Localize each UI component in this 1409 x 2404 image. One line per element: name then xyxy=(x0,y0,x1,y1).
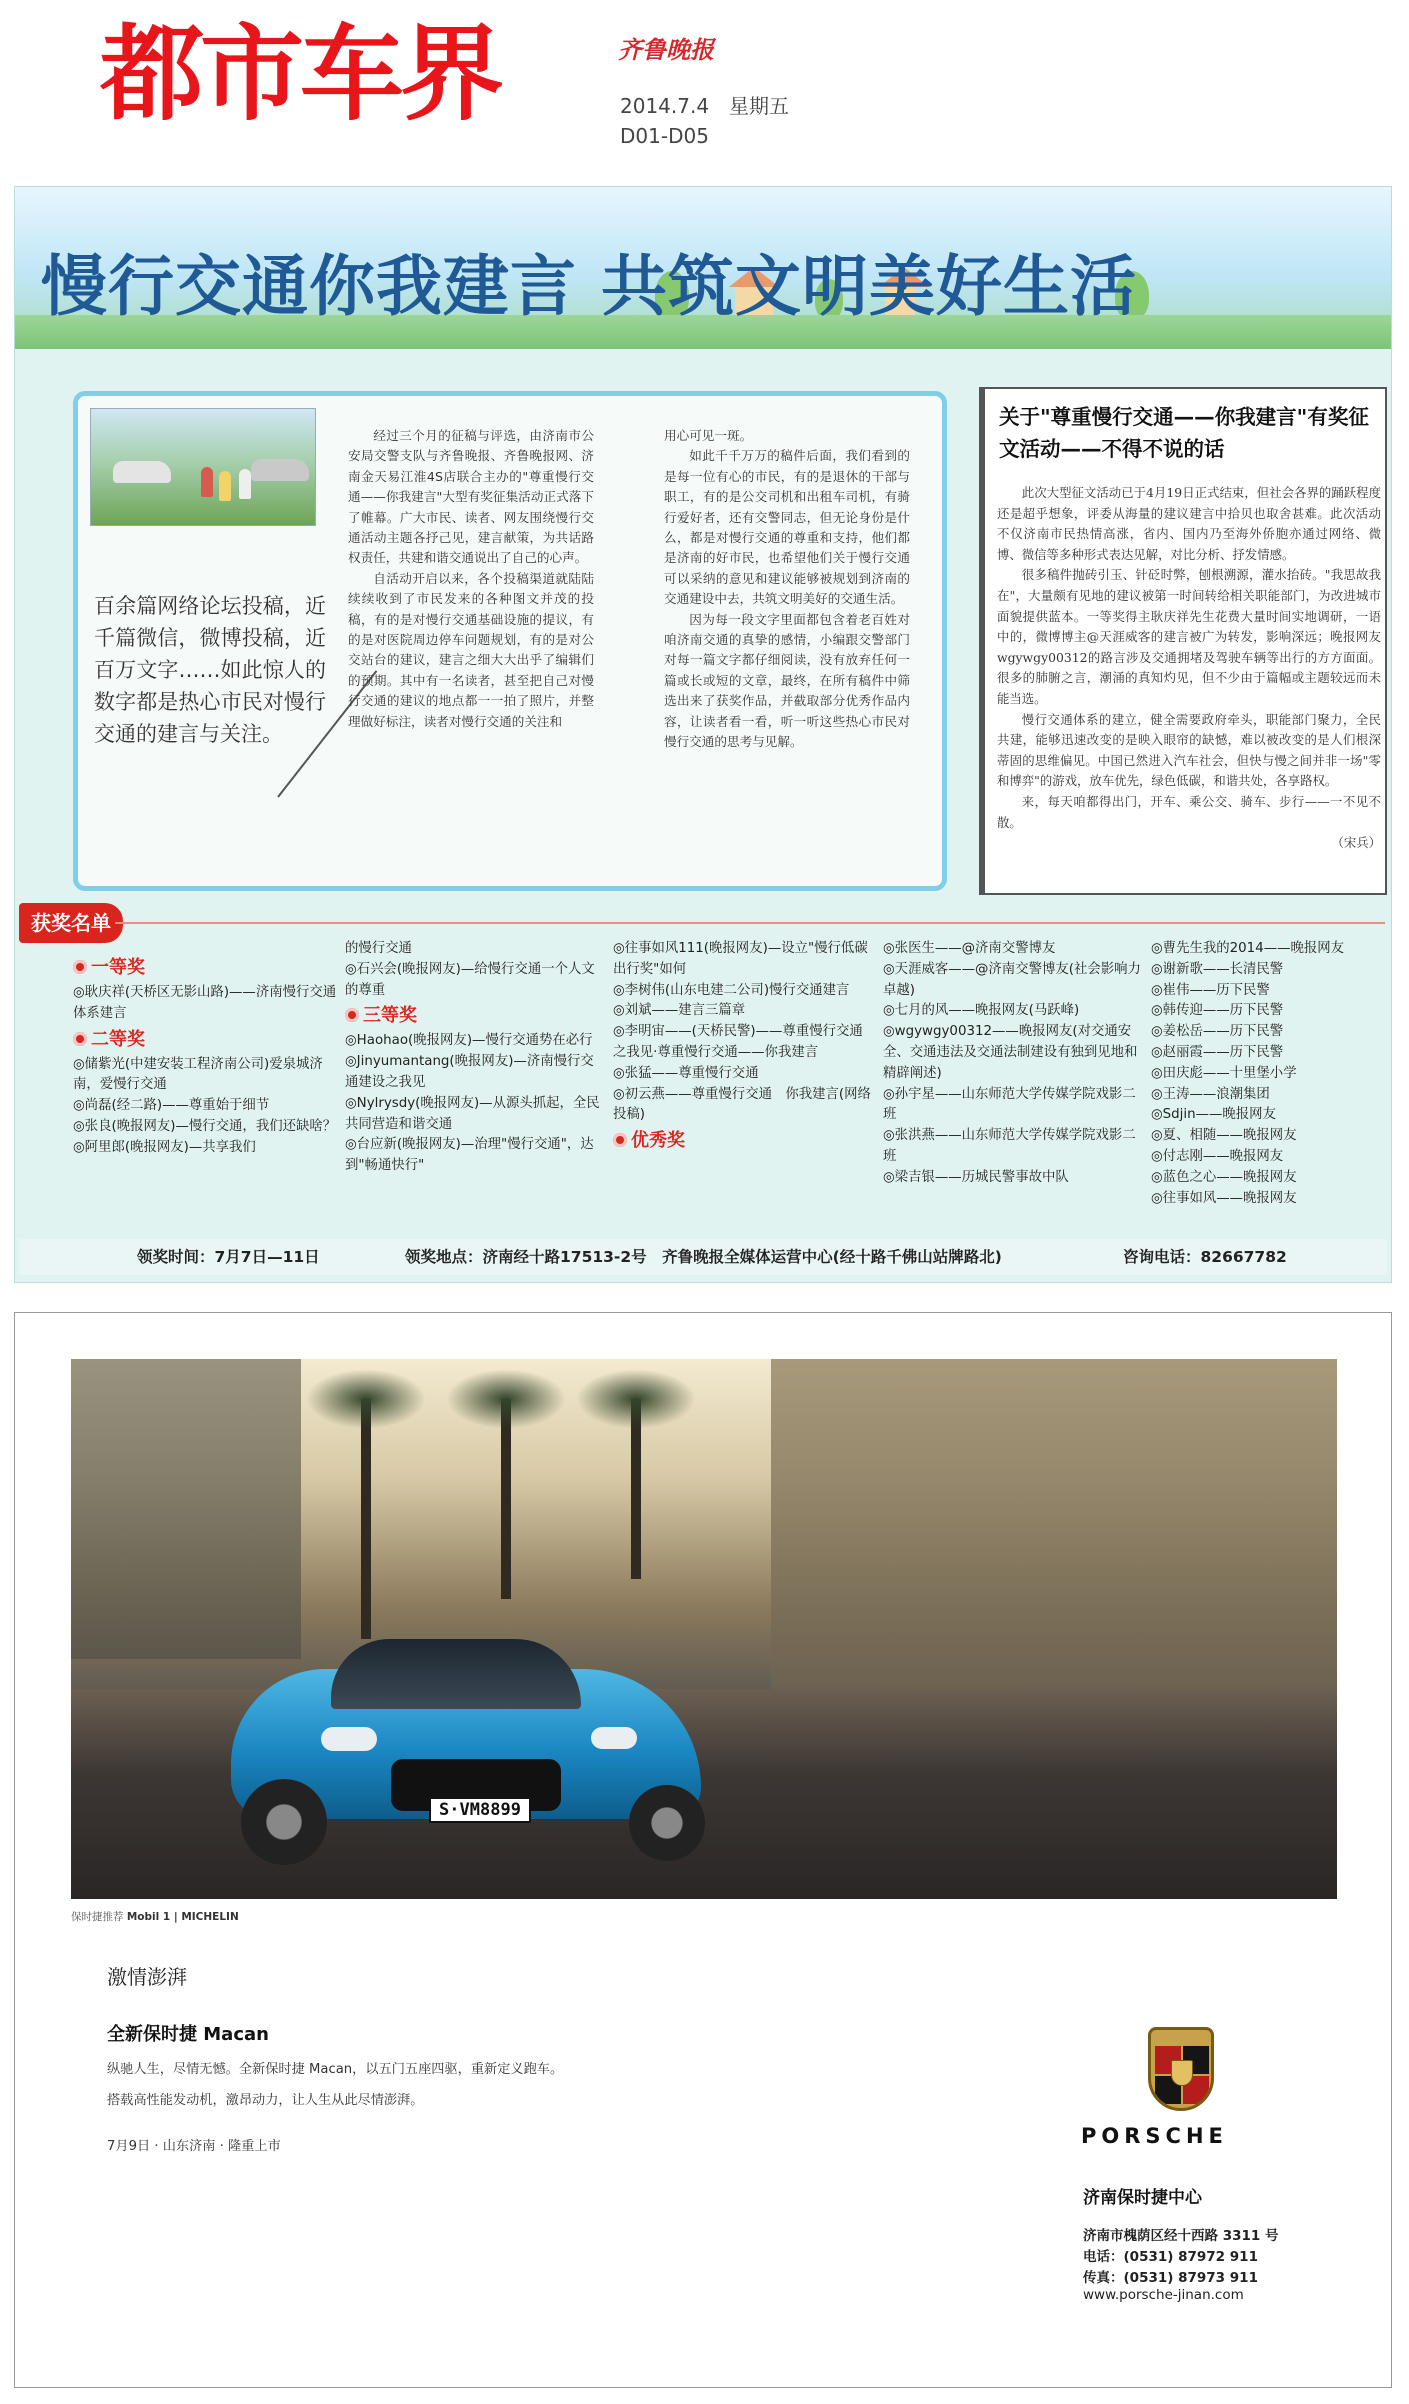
dealer-phone: 电话：(0531) 87972 911 xyxy=(1083,2249,1258,2265)
palm-tree xyxy=(361,1399,371,1639)
winner-entry: ◎孙宇星——山东师范大学传媒学院戏影二班 xyxy=(883,1086,1136,1123)
car-figure xyxy=(113,461,171,483)
winner-entry: ◎Haohao(晚报网友)—慢行交通势在必行 xyxy=(345,1033,593,1049)
article-paragraph: 因为每一段文字里面都包含着老百姓对咱济南交通的真挚的感情，小编跟交警部门对每一篇文字都仔细阅读，没有放弃任何一篇或长或短的文章，最终，在所有稿件中筛选出来了获奖作品，并截取部分优秀作品内容，让读者看一看，听一听这些热心市民对慢行交通的思考与见解。 xyxy=(664,611,910,750)
brand-wordmark: PORSCHE xyxy=(1081,2124,1228,2148)
winner-entry: ◎李树伟(山东电建二公司)慢行交通建言 xyxy=(613,982,850,998)
sponsor-brands: Mobil 1 | MICHELIN xyxy=(126,1911,239,1923)
winners-column xyxy=(883,939,1145,1189)
winner-entry: ◎往事如风——晚报网友 xyxy=(1151,1190,1297,1206)
contact-phone: 咨询电话：82667782 xyxy=(1123,1248,1287,1266)
palm-tree xyxy=(501,1399,511,1599)
author-byline: （宋兵） xyxy=(1331,835,1381,851)
winner-entry: ◎Jinyumantang(晚报网友)—济南慢行交通建设之我见 xyxy=(345,1054,594,1090)
award-time: 领奖时间：7月7日—11日 xyxy=(137,1248,320,1266)
winner-entry: ◎Nylrysdy(晚报网友)—从源头抓起，全民共同营造和谐交通 xyxy=(345,1095,600,1132)
flower-icon xyxy=(73,1032,87,1046)
wheel xyxy=(629,1785,705,1861)
winner-entry: ◎阿里郎(晚报网友)—共享我们 xyxy=(73,1139,256,1155)
flower-icon xyxy=(613,1133,627,1147)
winner-entry: ◎七月的风——晚报网友(马跃峰) xyxy=(883,1003,1080,1019)
winner-entry: ◎耿庆祥(天桥区无影山路)——济南慢行交通体系建言 xyxy=(73,985,337,1021)
divider xyxy=(115,922,1385,924)
flower-icon xyxy=(73,960,87,974)
sidebar-paragraph: 慢行交通体系的建立，健全需要政府牵头，职能部门聚力，全民共建，能够迅速改变的是映入眼帘的缺憾，难以被改变的是人们根深蒂固的思维偏见。中国已然进入汽车社会，但快与慢之间并非一场"零和博弈"的游戏，放车优先，绿色低碳，和谐共处，各享路权。 xyxy=(997,711,1381,789)
wheel xyxy=(241,1779,327,1865)
winner-entry: ◎尚磊(经二路)——尊重始于细节 xyxy=(73,1098,270,1114)
winner-entry: 的慢行交通 xyxy=(345,941,412,956)
porsche-macan-car xyxy=(211,1609,731,1859)
winners-header: 获奖名单 xyxy=(19,903,123,943)
article-photo xyxy=(90,408,316,526)
article-panel xyxy=(14,186,1392,1283)
winner-entry: ◎夏、相随——晚报网友 xyxy=(1151,1128,1297,1144)
ad-tagline: 激情澎湃 xyxy=(107,1965,187,1989)
sponsor-line xyxy=(71,1909,239,1924)
article-paragraph: 如此千千万万的稿件后面，我们看到的是每一位有心的市民，有的是退休的干部与职工，有的是公交司机和出租车司机，有骑行爱好者，还有交警同志，但无论身份是什么，都是对慢行交通的尊重和支持，他们都是济南的好市民，也希望他们关于慢行交通可以采纳的意见和建议能够被规划到济南的交通建设中去，共筑文明美好的交通生活。 xyxy=(664,448,910,607)
article-column-1 xyxy=(348,426,594,732)
article-column-2 xyxy=(664,426,910,753)
issue-date: 2014.7.4 星期五 xyxy=(620,94,790,118)
winner-entry: ◎田庆彪——十里堡小学 xyxy=(1151,1065,1297,1081)
winner-entry: ◎石兴会(晚报网友)—给慢行交通一个人文的尊重 xyxy=(345,961,595,998)
sidebar-paragraph: 来，每天咱都得出门，开车、乘公交、骑车、步行——一不见不散。 xyxy=(997,793,1381,830)
article-paragraph: 用心可见一斑。 xyxy=(664,428,753,443)
sidebar-paragraph: 很多稿件抛砖引玉、针砭时弊，刨根溯源，灌水抬砖。"我思故我在"，大量颇有见地的建议被第一时间转给相关职能部门，为改进城市面貌提供蓝本。一等奖得主耿庆祥先生花费大量时间实地调研，一语中的，微博博主@天涯威客的建言被广为转发，影响深远；晚报网友wgywgy00312的路言涉及交通拥堵及驾驶车辆等出行的方方面面。很多的肺腑之言，潮涌的真知灼见，但不少由于篇幅或主题较远而未能当选。 xyxy=(997,567,1381,706)
winner-entry: ◎曹先生我的2014——晚报网友 xyxy=(1151,941,1345,956)
sidebar-body xyxy=(997,483,1381,854)
winner-entry: ◎付志刚——晚报网友 xyxy=(1151,1148,1284,1164)
winner-entry: ◎张猛——尊重慢行交通 xyxy=(613,1065,759,1081)
winner-entry: ◎王涛——浪潮集团 xyxy=(1151,1086,1270,1102)
person-figure xyxy=(239,469,251,499)
winner-entry: ◎刘斌——建言三篇章 xyxy=(613,1003,746,1019)
porsche-advertisement xyxy=(14,1312,1392,2388)
winners-column xyxy=(345,939,607,1177)
winner-entry: ◎姜松岳——历下民警 xyxy=(1151,1024,1284,1040)
model-name: 全新保时捷 Macan xyxy=(107,2024,269,2045)
editorial-sidebar xyxy=(979,387,1387,895)
person-figure xyxy=(219,471,231,501)
page-range: D01-D05 xyxy=(620,124,709,148)
headline-banner xyxy=(15,187,1391,349)
prize-heading: 二等奖 xyxy=(73,1025,349,1055)
prize-heading: 优秀奖 xyxy=(613,1126,875,1156)
sidebar-title: 关于"尊重慢行交通——你我建言"有奖征文活动——不得不说的话 xyxy=(999,405,1369,461)
pull-quote: 百余篇网络论坛投稿，近千篇微信，微博投稿，近百万文字……如此惊人的数字都是热心市民对慢行交通的建言与关注。 xyxy=(94,594,326,746)
ad-description: 纵驰人生，尽情无憾。全新保时捷 Macan，以五门五座四驱，重新定义跑车。 xyxy=(107,2062,564,2077)
sidebar-paragraph: 此次大型征文活动已于4月19日正式结束，但社会各界的踊跃程度还是超乎想象，评委从海量的建议建言中拾贝也取舍甚难。此次活动不仅济南市民热情高涨，省内、国内乃至海外侨胞亦通过网络、微博、微信等多种形式表达见解，对比分析、抒发情感。 xyxy=(997,485,1381,562)
dealer-address: 济南市槐荫区经十西路 3311 号 xyxy=(1083,2228,1279,2244)
winner-entry: ◎谢新歌——长清民警 xyxy=(1151,961,1284,977)
winner-entry: ◎台应新(晚报网友)—治理"慢行交通"，达到"畅通快行" xyxy=(345,1137,594,1174)
person-figure xyxy=(201,467,213,497)
article-paragraph: 经过三个月的征稿与评选，由济南市公安局交警支队与齐鲁晚报、齐鲁晚报网、济南金天易江淮4S店联合主办的"尊重慢行交通——你我建言"大型有奖征集活动正式落下了帷幕。广大市民、读者、网友围绕慢行交通活动主题各抒己见，建言献策，为共话路权责任，共建和谐交通说出了自己的心声。 xyxy=(348,428,594,566)
winner-entry: ◎张洪燕——山东师范大学传媒学院戏影二班 xyxy=(883,1128,1136,1164)
prize-heading: 三等奖 xyxy=(345,1001,607,1031)
headlight xyxy=(321,1727,377,1751)
award-info-bar xyxy=(19,1239,1387,1275)
winner-entry: ◎梁吉银——历城民警事故中队 xyxy=(883,1169,1069,1185)
article-paragraph: 自活动开启以来，各个投稿渠道就陆陆续续收到了市民发来的各种图文并茂的投稿，有的是对慢行交通基础设施的提议，有的是对医院周边停车问题规划，有的是对公交站台的建议，建言之细大大出乎了编辑们的预期。其中有一名读者，甚至把自己对慢行交通的建议的地点都一一拍了照片，并整理做好标注，读者对慢行交通的关注和 xyxy=(348,570,594,729)
prize-heading: 一等奖 xyxy=(73,953,349,983)
winner-entry: ◎初云燕——尊重慢行交通 你我建言(网络投稿) xyxy=(613,1086,871,1123)
winners-column xyxy=(73,953,349,1159)
ad-description: 搭载高性能发动机，激昂动力，让人生从此尽情澎湃。 xyxy=(107,2093,424,2108)
winners-column xyxy=(1151,939,1393,1209)
award-location: 领奖地点：济南经十路17513-2号 齐鲁晚报全媒体运营中心(经十路千佛山站牌路北) xyxy=(405,1248,1002,1266)
building-shape xyxy=(771,1359,1337,1699)
headline: 慢行交通你我建言 共筑文明美好生活 xyxy=(41,248,1137,325)
winner-entry: ◎张良(晚报网友)—慢行交通，我们还缺啥？ xyxy=(73,1118,337,1134)
dealer-website[interactable]: www.porsche-jinan.com xyxy=(1083,2287,1244,2303)
car-photo xyxy=(71,1359,1337,1899)
headlight xyxy=(591,1727,637,1749)
dealer-fax: 传真：(0531) 87973 911 xyxy=(1083,2270,1258,2286)
winner-entry: ◎天涯威客——@济南交警博友(社会影响力卓越) xyxy=(883,961,1141,998)
palm-tree xyxy=(631,1399,641,1579)
dealer-name: 济南保时捷中心 xyxy=(1083,2188,1202,2208)
car-figure xyxy=(251,459,309,481)
winner-entry: ◎蓝色之心——晚报网友 xyxy=(1151,1169,1297,1185)
launch-info: 7月9日 · 山东济南 · 隆重上市 xyxy=(107,2139,281,2154)
winners-column xyxy=(613,939,875,1156)
winner-entry: ◎李明宙——(天桥民警)——尊重慢行交通之我见·尊重慢行交通——你我建言 xyxy=(613,1024,863,1060)
winner-entry: ◎赵丽霞——历下民警 xyxy=(1151,1044,1284,1060)
winner-entry: ◎往事如风111(晚报网友)—设立"慢行低碳出行奖"如何 xyxy=(613,941,868,977)
winner-entry: ◎崔伟——历下民警 xyxy=(1151,982,1270,998)
car-windshield xyxy=(331,1639,581,1709)
winner-entry: ◎Sdjin——晚报网友 xyxy=(1151,1107,1276,1123)
winner-entry: ◎wgywgy00312——晚报网友(对交通安全、交通违法及交通法制建设有独到见地和精辟阐述) xyxy=(883,1024,1138,1081)
winner-entry: ◎张医生——@济南交警博友 xyxy=(883,941,1056,956)
winner-entry: ◎韩传迎——历下民警 xyxy=(1151,1003,1284,1019)
main-article xyxy=(73,391,947,891)
winner-entry: ◎储紫光(中建安装工程济南公司)爱泉城济南，爱慢行交通 xyxy=(73,1056,323,1093)
sponsor-prefix: 保时捷推荐 xyxy=(71,1911,124,1923)
license-plate: S·VM8899 xyxy=(429,1797,531,1823)
masthead xyxy=(0,0,1409,185)
porsche-crest-icon xyxy=(1148,2027,1214,2111)
section-title: 都市车界 xyxy=(100,12,501,135)
flower-icon xyxy=(345,1008,359,1022)
newspaper-name: 齐鲁晚报 xyxy=(618,35,714,64)
